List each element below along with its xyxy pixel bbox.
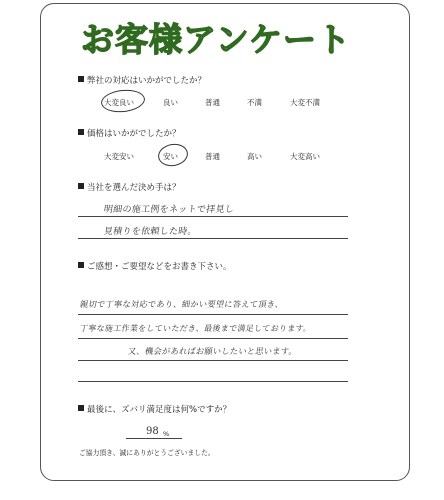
option-price-5[interactable]: 大変高い xyxy=(290,152,320,161)
option-price-3[interactable]: 普通 xyxy=(205,152,220,161)
question-satisfaction-label: 最後に、ズバリ満足度は何%ですか？ xyxy=(87,405,232,415)
thanks-message: ご協力頂き、誠にありがとうございました。 xyxy=(79,449,215,457)
question-price xyxy=(78,127,181,139)
satisfaction-unit: % xyxy=(163,430,170,438)
answer-line xyxy=(78,381,348,382)
option-service-1[interactable]: 大変良い xyxy=(104,98,134,107)
option-service-2[interactable]: 良い xyxy=(163,98,178,107)
handwritten-comment-line-2: 丁寧な施工作業をしていただき、最後まで満足しております。 xyxy=(79,324,313,333)
question-reason xyxy=(78,181,181,193)
bullet-square-icon xyxy=(78,405,84,411)
option-service-4[interactable]: 不満 xyxy=(247,98,262,107)
option-price-2[interactable]: 安い xyxy=(163,152,178,161)
answer-line xyxy=(78,338,348,339)
question-service-label: 弊社の対応はいかがでしたか？ xyxy=(87,76,207,86)
option-service-3[interactable]: 普通 xyxy=(205,98,220,107)
bullet-square-icon xyxy=(78,129,84,135)
survey-title-text: お客様アンケート xyxy=(80,20,352,58)
option-service-5[interactable]: 大変不満 xyxy=(290,98,320,107)
answer-line xyxy=(78,314,348,315)
satisfaction-answer-line xyxy=(126,438,182,439)
survey-title xyxy=(0,14,444,58)
satisfaction-value: 98 xyxy=(146,426,159,437)
handwritten-reason-line-1: 明細の施工例をネットで拝見し xyxy=(103,205,235,215)
bullet-square-icon xyxy=(78,262,84,268)
handwritten-reason-line-2: 見積りを依頼した時。 xyxy=(103,227,198,237)
option-price-4[interactable]: 高い xyxy=(247,152,262,161)
answer-line xyxy=(78,238,348,239)
question-price-label: 価格はいかがでしたか？ xyxy=(87,129,181,139)
answer-line xyxy=(78,360,348,361)
bullet-square-icon xyxy=(78,76,84,82)
question-reason-label: 当社を選んだ決め手は？ xyxy=(87,183,181,193)
option-price-1[interactable]: 大変安い xyxy=(104,152,134,161)
bullet-square-icon xyxy=(78,183,84,189)
handwritten-comment-line-3: 又、機会があればお願いしたいと思います。 xyxy=(127,346,298,356)
question-service xyxy=(78,74,206,86)
answer-line xyxy=(78,216,348,217)
handwritten-comment-line-1: 親切で丁寧な対応であり、細かい要望に答えて頂き、 xyxy=(79,299,285,309)
question-comments-label: ご感想・ご要望などをお書き下さい。 xyxy=(87,262,232,272)
question-satisfaction xyxy=(78,403,231,415)
question-comments xyxy=(78,260,232,272)
